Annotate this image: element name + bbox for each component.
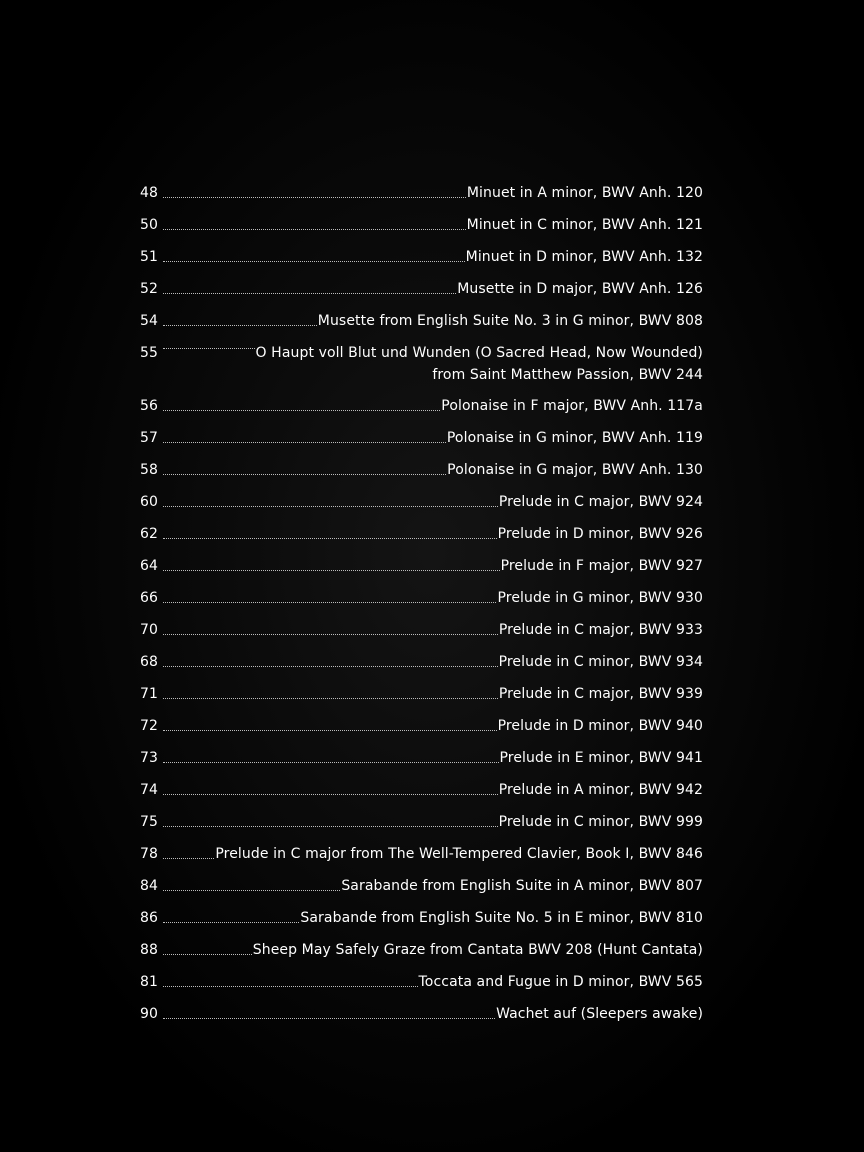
toc-entry xyxy=(140,737,703,769)
toc-entry xyxy=(140,801,703,833)
dot-leader xyxy=(163,921,299,923)
toc-page-number: 88 xyxy=(140,942,159,958)
toc-page-number: 50 xyxy=(140,217,159,233)
dot-leader xyxy=(163,347,255,349)
dot-leader xyxy=(163,569,500,571)
toc-entry xyxy=(140,545,703,577)
toc-title: Prelude in C major, BWV 924 xyxy=(498,494,703,510)
toc-page-number: 71 xyxy=(140,686,159,702)
dot-leader xyxy=(163,473,446,475)
dot-leader xyxy=(163,537,497,539)
toc-title: Prelude in C minor, BWV 999 xyxy=(498,814,703,830)
toc-page-number: 64 xyxy=(140,558,159,574)
toc-title xyxy=(256,342,703,386)
toc-title: Prelude in D minor, BWV 940 xyxy=(497,718,703,734)
toc-page-number: 72 xyxy=(140,718,159,734)
toc-page-number: 70 xyxy=(140,622,159,638)
dot-leader xyxy=(163,729,497,731)
toc-page-number: 56 xyxy=(140,398,159,414)
dot-leader xyxy=(163,793,498,795)
toc-entry xyxy=(140,961,703,993)
toc-title: Prelude in F major, BWV 927 xyxy=(500,558,703,574)
toc-entry xyxy=(140,641,703,673)
toc-page-number: 81 xyxy=(140,974,159,990)
dot-leader xyxy=(163,1017,495,1019)
toc-title: Minuet in A minor, BWV Anh. 120 xyxy=(466,185,703,201)
toc-entry xyxy=(140,865,703,897)
dot-leader xyxy=(163,825,498,827)
toc-page-number: 57 xyxy=(140,430,159,446)
toc-page-number: 68 xyxy=(140,654,159,670)
dot-leader xyxy=(163,260,465,262)
dot-leader xyxy=(163,505,498,507)
toc-title: Prelude in C minor, BWV 934 xyxy=(498,654,703,670)
toc-title: Polonaise in F major, BWV Anh. 117a xyxy=(441,398,703,414)
toc-entry xyxy=(140,268,703,300)
toc-title: Prelude in E minor, BWV 941 xyxy=(499,750,703,766)
toc-title: Prelude in C major, BWV 933 xyxy=(498,622,703,638)
dot-leader xyxy=(163,985,418,987)
toc-entry xyxy=(140,673,703,705)
toc-page-number: 58 xyxy=(140,462,159,478)
toc-entry xyxy=(140,929,703,961)
dot-leader xyxy=(163,441,446,443)
toc-title: Sarabande from English Suite No. 5 in E minor, BWV 810 xyxy=(300,910,703,926)
toc-entry xyxy=(140,385,703,417)
toc-entry xyxy=(140,833,703,865)
toc-page-number: 55 xyxy=(140,345,159,361)
toc-entry xyxy=(140,449,703,481)
toc-entry xyxy=(140,609,703,641)
toc-page-number: 90 xyxy=(140,1006,159,1022)
dot-leader xyxy=(163,228,466,230)
dot-leader xyxy=(163,292,456,294)
toc-entry xyxy=(140,481,703,513)
toc-title: Prelude in G minor, BWV 930 xyxy=(497,590,703,606)
toc-entry xyxy=(140,705,703,737)
toc-entry xyxy=(140,897,703,929)
toc-title: Sarabande from English Suite in A minor, BWV 807 xyxy=(341,878,703,894)
dot-leader xyxy=(163,953,252,955)
toc-entry xyxy=(140,769,703,801)
toc-page-number: 84 xyxy=(140,878,159,894)
dot-leader xyxy=(163,697,498,699)
toc-entry xyxy=(140,332,703,385)
dot-leader xyxy=(163,633,498,635)
toc-title: Polonaise in G minor, BWV Anh. 119 xyxy=(446,430,703,446)
toc-title: Prelude in C major from The Well-Tempered Clavier, Book I, BWV 846 xyxy=(215,846,703,862)
toc-title-line-1: O Haupt voll Blut und Wunden (O Sacred Head, Now Wounded) xyxy=(255,345,703,361)
toc-page-number: 60 xyxy=(140,494,159,510)
toc-title: Minuet in D minor, BWV Anh. 132 xyxy=(465,249,703,265)
toc-title: Minuet in C minor, BWV Anh. 121 xyxy=(466,217,703,233)
toc-title: Musette in D major, BWV Anh. 126 xyxy=(457,281,703,297)
dot-leader xyxy=(163,857,214,859)
dot-leader xyxy=(163,665,498,667)
toc-title: Prelude in D minor, BWV 926 xyxy=(497,526,703,542)
toc-title: Toccata and Fugue in D minor, BWV 565 xyxy=(418,974,703,990)
toc-page-number: 78 xyxy=(140,846,159,862)
toc-page-number: 73 xyxy=(140,750,159,766)
toc-title-line-2: from Saint Matthew Passion, BWV 244 xyxy=(432,367,703,383)
toc-title: Polonaise in G major, BWV Anh. 130 xyxy=(447,462,703,478)
toc-page-number: 62 xyxy=(140,526,159,542)
toc-entry xyxy=(140,236,703,268)
toc-page-number: 66 xyxy=(140,590,159,606)
toc-entry xyxy=(140,300,703,332)
toc-entry xyxy=(140,993,703,1025)
toc-page-number: 48 xyxy=(140,185,159,201)
dot-leader xyxy=(163,324,317,326)
toc-entry xyxy=(140,172,703,204)
toc-title: Wachet auf (Sleepers awake) xyxy=(496,1006,703,1022)
dot-leader xyxy=(163,409,440,411)
toc-title: Prelude in A minor, BWV 942 xyxy=(498,782,703,798)
toc-entry xyxy=(140,204,703,236)
toc-page-number: 74 xyxy=(140,782,159,798)
toc-entry xyxy=(140,577,703,609)
toc-entry xyxy=(140,417,703,449)
toc-title: Musette from English Suite No. 3 in G minor, BWV 808 xyxy=(317,313,703,329)
toc-page-number: 51 xyxy=(140,249,159,265)
toc-page-number: 86 xyxy=(140,910,159,926)
dot-leader xyxy=(163,601,496,603)
toc-page-number: 54 xyxy=(140,313,159,329)
table-of-contents xyxy=(140,172,703,1025)
toc-title: Prelude in C major, BWV 939 xyxy=(498,686,703,702)
dot-leader xyxy=(163,761,499,763)
toc-page-number: 52 xyxy=(140,281,159,297)
toc-entry xyxy=(140,513,703,545)
toc-title: Sheep May Safely Graze from Cantata BWV 208 (Hunt Cantata) xyxy=(252,942,703,958)
dot-leader xyxy=(163,196,466,198)
toc-page-number: 75 xyxy=(140,814,159,830)
dot-leader xyxy=(163,889,340,891)
